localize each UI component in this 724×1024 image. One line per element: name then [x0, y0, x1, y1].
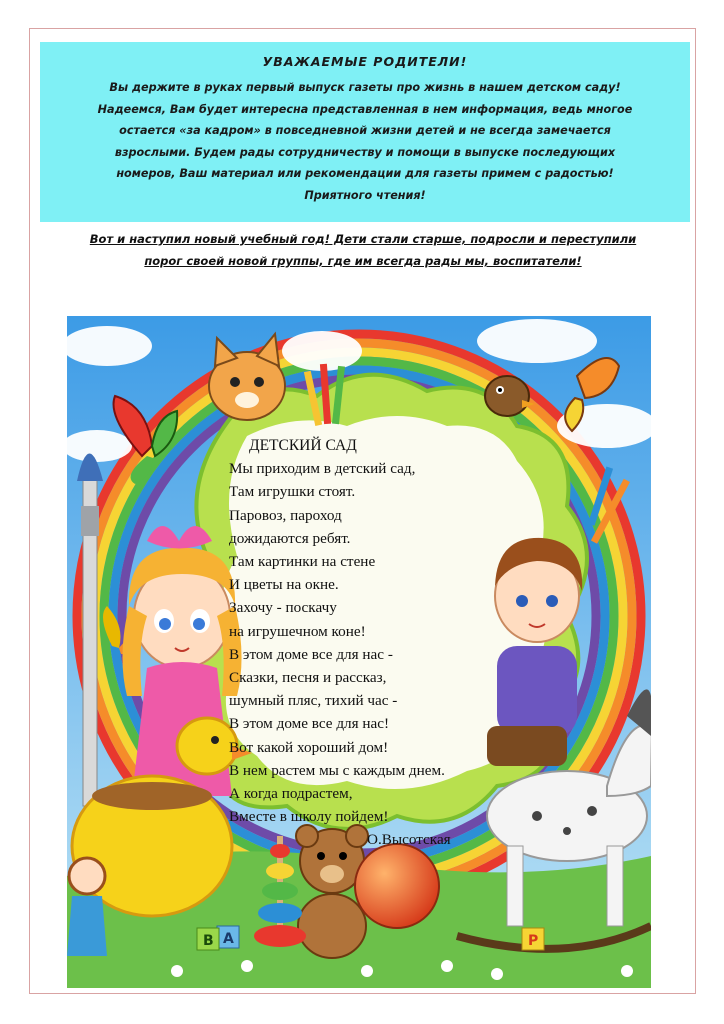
banner-line: номеров, Ваш материал или рекомендации для газеты примем с радостью!: [116, 167, 614, 180]
ball-icon: [355, 844, 439, 928]
poem-line: шумный пляс, тихий час -: [229, 692, 398, 710]
banner-line: Вы держите в руках первый выпуск газеты про жизнь в нашем детском саду!: [109, 81, 621, 94]
poem-line: В нем растем мы с каждым днем.: [229, 761, 445, 779]
intro-paragraph: [30, 228, 696, 272]
banner-title: УВАЖАЕМЫЕ РОДИТЕЛИ!: [262, 54, 468, 69]
poem-line: В этом доме все для нас!: [229, 715, 390, 733]
banner-line: Надеемся, Вам будет интересна представленная в нем информация, ведь многое: [97, 102, 633, 116]
banner-line: Приятного чтения!: [304, 188, 426, 202]
poem-line: дожидаются ребят.: [229, 529, 351, 547]
poem-title: ДЕТСКИЙ САД: [249, 437, 357, 454]
doll-icon: [67, 858, 107, 956]
poem-line: Мы приходим в детский сад,: [229, 460, 416, 478]
poem: [229, 434, 519, 852]
poem-line: Там картинки на стене: [229, 553, 376, 571]
block-letter: А: [223, 931, 234, 947]
poem-line: Сказки, песня и рассказ,: [229, 669, 387, 687]
poem-line: Паровоз, пароход: [229, 506, 342, 524]
poem-line: В этом доме все для нас -: [229, 645, 393, 663]
poem-line: А когда подрастем,: [229, 785, 353, 803]
poem-author: О.Высотская: [367, 831, 451, 849]
banner-body: [50, 77, 680, 206]
banner-line: взрослыми. Будем рады сотрудничеству и помощи в выпуске последующих: [114, 145, 616, 159]
intro-line: Вот и наступил новый учебный год! Дети стали старше, подросли и переступили: [89, 232, 637, 246]
poem-line: Вместе в школу пойдем!: [229, 808, 389, 826]
banner-line: остается «за кадром» в повседневной жизни детей и не всегда замечается: [119, 124, 611, 137]
block-letter: В: [203, 933, 214, 949]
poem-line: Там игрушки стоят.: [229, 483, 356, 501]
block-letter: Р: [528, 933, 539, 949]
poem-line: И цветы на окне.: [229, 576, 339, 594]
poem-line: Вот какой хороший дом!: [229, 738, 389, 756]
poem-line: Захочу - поскачу: [229, 599, 337, 617]
intro-line: порог своей новой группы, где им всегда рады мы, воспитатели!: [144, 254, 582, 268]
parents-banner: [40, 42, 690, 222]
poem-line: на игрушечном коне!: [229, 622, 366, 640]
